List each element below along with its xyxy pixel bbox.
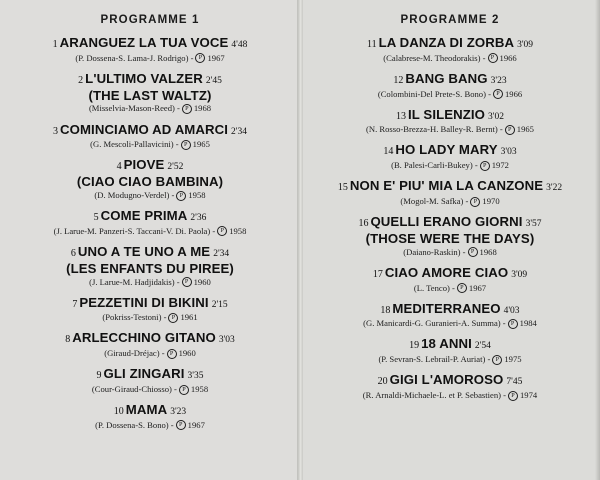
credits-year: 1967 bbox=[187, 419, 205, 430]
credits-text: (J. Larue-M. Hadjidakis) - bbox=[89, 276, 180, 287]
credits-year: 1965 bbox=[192, 139, 210, 150]
track-number: 2 bbox=[78, 74, 84, 86]
track-heading bbox=[312, 301, 588, 318]
booklet-gutter bbox=[297, 0, 303, 480]
track-number: 11 bbox=[366, 39, 377, 50]
track-duration: 2'34 bbox=[213, 248, 230, 259]
track-duration: 4'03 bbox=[503, 305, 520, 316]
phonogram-icon: P bbox=[195, 53, 205, 63]
track-credits bbox=[312, 247, 588, 258]
track-item bbox=[312, 301, 588, 330]
track-title: HO LADY MARY bbox=[395, 142, 498, 158]
track-duration: 2'52 bbox=[167, 162, 184, 173]
track-title: LA DANZA DI ZORBA bbox=[378, 35, 515, 50]
credits-text: (B. Palesi-Carli-Bukey) - bbox=[391, 160, 478, 171]
track-title: MAMA bbox=[125, 402, 168, 418]
track-duration: 2'36 bbox=[190, 213, 207, 224]
credits-year: 1972 bbox=[491, 160, 509, 171]
track-duration: 3'35 bbox=[187, 371, 204, 382]
phonogram-icon: P bbox=[176, 420, 186, 430]
track-item bbox=[312, 35, 588, 64]
credits-text: (P. Dossena-S. Lama-J. Rodrigo) - bbox=[75, 52, 194, 63]
track-credits bbox=[12, 53, 288, 64]
track-duration: 3'03 bbox=[218, 335, 235, 346]
credits-text: (Cour-Giraud-Chiosso) - bbox=[91, 384, 177, 394]
track-item bbox=[12, 208, 288, 237]
track-credits bbox=[312, 89, 588, 100]
track-duration: 2'15 bbox=[211, 299, 228, 310]
track-heading bbox=[12, 208, 288, 225]
track-title: ARANGUEZ LA TUA VOCE bbox=[59, 35, 229, 50]
phonogram-icon: P bbox=[217, 226, 227, 236]
credits-year: 1960 bbox=[193, 276, 211, 287]
credits-text: (G. Mescoli-Pallavicini) - bbox=[90, 139, 179, 150]
track-number: 15 bbox=[337, 182, 348, 194]
track-credits bbox=[312, 318, 588, 329]
track-title: 18 ANNI bbox=[421, 336, 472, 352]
track-credits bbox=[312, 160, 588, 171]
programme-2-track-list bbox=[312, 35, 588, 408]
track-heading bbox=[312, 265, 588, 282]
track-duration: 3'23 bbox=[490, 75, 507, 86]
credits-year: 1974 bbox=[520, 390, 538, 401]
track-item bbox=[12, 157, 288, 201]
credits-year: 1984 bbox=[519, 318, 537, 329]
track-heading bbox=[312, 372, 588, 389]
track-title: BANG BANG bbox=[405, 70, 488, 86]
track-heading bbox=[12, 35, 288, 52]
track-heading bbox=[12, 330, 288, 347]
track-number: 1 bbox=[52, 39, 58, 50]
track-credits bbox=[12, 384, 288, 395]
phonogram-icon: P bbox=[179, 385, 189, 395]
track-item bbox=[12, 402, 288, 431]
credits-text: (L. Tenco) - bbox=[413, 282, 455, 293]
phonogram-icon: P bbox=[492, 355, 502, 365]
credits-text: (G. Manicardi-G. Guranieri-A. Summa) - bbox=[363, 318, 506, 329]
phonogram-icon: P bbox=[508, 319, 518, 329]
phonogram-icon: P bbox=[182, 277, 192, 287]
track-title: PIOVE bbox=[123, 157, 165, 173]
track-number: 18 bbox=[380, 304, 391, 316]
phonogram-icon: P bbox=[505, 125, 515, 135]
track-heading bbox=[12, 157, 288, 189]
track-duration: 2'54 bbox=[474, 341, 491, 352]
track-heading bbox=[12, 71, 288, 103]
track-heading bbox=[312, 71, 588, 88]
track-duration: 3'22 bbox=[546, 183, 563, 194]
track-heading bbox=[12, 366, 288, 383]
phonogram-icon: P bbox=[480, 161, 490, 171]
track-title: NON E' PIU' MIA LA CANZONE bbox=[349, 178, 544, 194]
track-heading bbox=[12, 122, 288, 139]
track-number: 8 bbox=[65, 334, 71, 346]
credits-year: 1966 bbox=[504, 88, 523, 99]
track-item bbox=[12, 244, 288, 288]
track-duration: 2'45 bbox=[205, 75, 222, 86]
credits-text: (Calabrese-M. Theodorakis) - bbox=[383, 52, 486, 63]
track-duration: 3'02 bbox=[488, 111, 505, 122]
phonogram-icon: P bbox=[488, 53, 498, 63]
track-heading bbox=[312, 336, 588, 353]
track-subtitle: (THE LAST WALTZ) bbox=[88, 87, 212, 103]
track-heading bbox=[312, 142, 588, 159]
credits-year: 1968 bbox=[193, 103, 212, 114]
credits-text: (D. Modugno-Verdel) - bbox=[94, 190, 175, 200]
track-credits bbox=[12, 348, 288, 359]
credits-text: (P. Sevran-S. Lebrail-P. Auriat) - bbox=[378, 354, 491, 365]
track-heading bbox=[312, 107, 588, 124]
track-subtitle: (THOSE WERE THE DAYS) bbox=[365, 230, 535, 246]
phonogram-icon: P bbox=[167, 349, 177, 359]
track-credits bbox=[12, 312, 288, 323]
track-credits bbox=[12, 139, 288, 150]
track-title: PEZZETINI DI BIKINI bbox=[79, 294, 209, 310]
track-item bbox=[312, 265, 588, 294]
phonogram-icon: P bbox=[168, 313, 178, 323]
track-item bbox=[12, 35, 288, 64]
track-number: 10 bbox=[113, 406, 124, 418]
track-number: 5 bbox=[93, 212, 99, 224]
track-heading bbox=[312, 35, 588, 52]
credits-text: (Mogol-M. Safka) - bbox=[400, 196, 469, 207]
credits-text: (Daiano-Raskin) - bbox=[403, 246, 466, 257]
track-number: 20 bbox=[377, 376, 388, 388]
programme-1-track-list bbox=[12, 35, 288, 438]
track-credits bbox=[12, 420, 288, 431]
phonogram-icon: P bbox=[182, 104, 192, 114]
track-number: 12 bbox=[393, 74, 404, 86]
credits-text: (Pokriss-Testoni) - bbox=[102, 312, 167, 323]
track-title: COMINCIAMO AD AMARCI bbox=[59, 121, 229, 137]
credits-text: (N. Rosso-Brezza-H. Balley-R. Bernt) - bbox=[366, 124, 503, 135]
credits-text: (Colombini-Del Prete-S. Bono) - bbox=[377, 88, 491, 99]
track-number: 7 bbox=[72, 298, 78, 310]
track-number: 9 bbox=[96, 370, 102, 382]
track-number: 19 bbox=[409, 340, 420, 352]
credits-year: 1966 bbox=[499, 52, 517, 63]
credits-year: 1975 bbox=[504, 354, 522, 365]
track-heading bbox=[312, 214, 588, 246]
track-credits bbox=[12, 277, 288, 288]
track-title: IL SILENZIO bbox=[407, 106, 486, 122]
track-item bbox=[312, 214, 588, 258]
track-number: 17 bbox=[372, 268, 383, 280]
track-subtitle: (LES ENFANTS DU PIREE) bbox=[66, 260, 234, 276]
track-title: COME PRIMA bbox=[100, 208, 188, 224]
credits-year: 1958 bbox=[188, 190, 206, 200]
track-title: CIAO AMORE CIAO bbox=[384, 264, 509, 280]
credits-year: 1970 bbox=[482, 196, 500, 207]
track-credits bbox=[312, 124, 588, 135]
credits-year: 1967 bbox=[207, 52, 225, 63]
track-credits bbox=[12, 226, 288, 237]
track-item bbox=[312, 142, 588, 171]
track-heading bbox=[12, 402, 288, 419]
right-page-edge bbox=[595, 0, 600, 480]
track-duration: 3'23 bbox=[170, 407, 187, 418]
track-item bbox=[12, 122, 288, 151]
programme-2-title: PROGRAMME 2 bbox=[400, 14, 500, 26]
track-credits bbox=[312, 283, 588, 294]
track-duration: 3'09 bbox=[517, 40, 534, 50]
track-item bbox=[312, 71, 588, 100]
track-duration: 3'09 bbox=[511, 269, 528, 280]
credits-text: (J. Larue-M. Panzeri-S. Taccani-V. Di. Paola) - bbox=[53, 225, 216, 236]
track-item bbox=[12, 330, 288, 359]
track-duration: 3'57 bbox=[525, 219, 542, 230]
track-title: GIGI L'AMOROSO bbox=[389, 372, 504, 388]
track-number: 4 bbox=[116, 161, 122, 173]
track-credits bbox=[312, 53, 588, 64]
track-subtitle: (CIAO CIAO BAMBINA) bbox=[76, 174, 224, 190]
phonogram-icon: P bbox=[457, 283, 467, 293]
credits-year: 1958 bbox=[229, 225, 247, 236]
phonogram-icon: P bbox=[181, 140, 191, 150]
track-number: 6 bbox=[70, 247, 76, 259]
track-duration: 2'34 bbox=[231, 126, 247, 137]
track-number: 14 bbox=[383, 146, 394, 158]
credits-year: 1961 bbox=[180, 312, 198, 323]
track-title: L'ULTIMO VALZER bbox=[85, 70, 203, 86]
track-item bbox=[312, 372, 588, 401]
track-item bbox=[12, 295, 288, 324]
track-number: 3 bbox=[52, 125, 58, 137]
track-item bbox=[12, 71, 288, 115]
track-item bbox=[12, 366, 288, 395]
track-heading bbox=[12, 295, 288, 312]
track-title: GLI ZINGARI bbox=[103, 366, 185, 382]
track-duration: 3'03 bbox=[500, 147, 517, 158]
track-title: ARLECCHINO GITANO bbox=[72, 330, 216, 346]
phonogram-icon: P bbox=[468, 247, 478, 257]
track-duration: 4'48 bbox=[231, 40, 248, 50]
credits-year: 1965 bbox=[516, 124, 534, 135]
track-title: QUELLI ERANO GIORNI bbox=[370, 214, 523, 230]
phonogram-icon: P bbox=[470, 197, 480, 207]
track-heading bbox=[312, 178, 588, 195]
credits-year: 1960 bbox=[178, 348, 196, 359]
programme-1-title: PROGRAMME 1 bbox=[100, 14, 200, 26]
track-credits bbox=[312, 390, 588, 401]
phonogram-icon: P bbox=[508, 391, 518, 401]
track-item bbox=[312, 178, 588, 207]
track-number: 16 bbox=[358, 218, 369, 230]
credits-year: 1967 bbox=[468, 282, 487, 293]
track-credits bbox=[312, 196, 588, 207]
track-number: 13 bbox=[395, 110, 406, 122]
credits-year: 1958 bbox=[190, 384, 209, 394]
credits-year: 1968 bbox=[479, 246, 497, 257]
track-item bbox=[312, 336, 588, 365]
track-heading bbox=[12, 244, 288, 276]
phonogram-icon: P bbox=[176, 191, 186, 201]
track-duration: 7'45 bbox=[506, 377, 523, 388]
track-title: MEDITERRANEO bbox=[392, 300, 501, 316]
credits-text: (Giraud-Dréjac) - bbox=[104, 348, 165, 359]
programme-2-column bbox=[300, 0, 600, 480]
track-title: UNO A TE UNO A ME bbox=[77, 243, 211, 259]
track-credits bbox=[12, 190, 288, 201]
credits-text: (Misselvia-Mason-Reed) - bbox=[88, 103, 180, 114]
credits-text: (P. Dossena-S. Bono) - bbox=[95, 419, 174, 430]
phonogram-icon: P bbox=[493, 89, 503, 99]
track-credits bbox=[12, 103, 288, 114]
track-credits bbox=[312, 354, 588, 365]
credits-text: (R. Arnaldi-Michaele-L. et P. Sebastien) - bbox=[362, 390, 506, 401]
track-item bbox=[312, 107, 588, 136]
